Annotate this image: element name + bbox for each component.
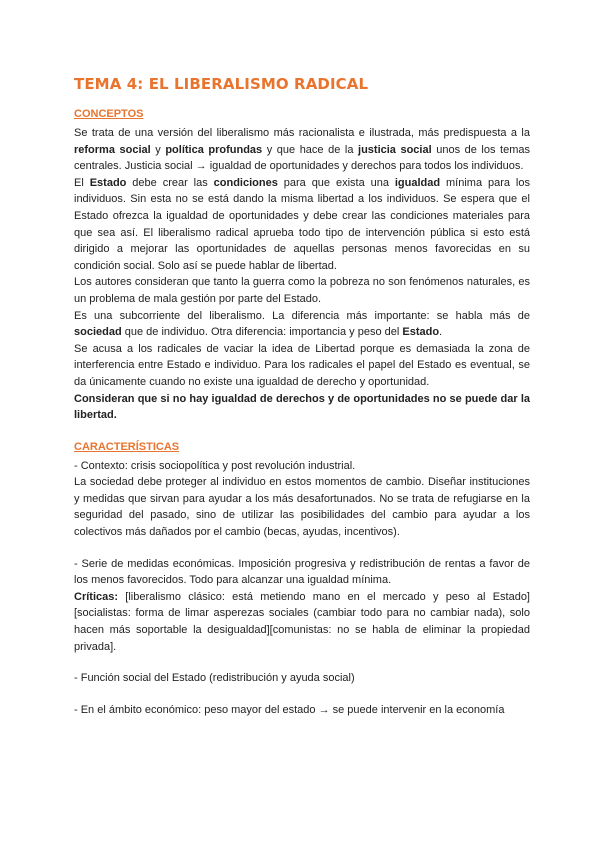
caracteristicas-item-1: - Contexto: crisis sociopolítica y post revolución industrial.: [74, 459, 356, 472]
caracteristicas-item-3: - Función social del Estado (redistribución y ayuda social): [74, 672, 355, 685]
text-run: y: [150, 143, 166, 156]
bold-text: justicia social: [358, 143, 432, 156]
bold-text: sociedad: [74, 326, 122, 339]
text-run: [liberalismo clásico: está metiendo mano en el mercado y peso al Estado] [socialistas: forma de limar asperezas sociales (cambiar todo para no cambiar nada), solo hacen más soportable la desigualdad][comunistas: no se habla de eliminar la propiedad privada].: [74, 590, 530, 653]
text-run: El: [74, 176, 90, 189]
bold-text: igualdad: [394, 176, 441, 189]
text-run: y que hace de la: [262, 143, 359, 156]
bold-text: reforma social: [74, 143, 151, 156]
caracteristicas-item-2: - Serie de medidas económicas. Imposición progresiva y redistribución de rentas a favor de los menos favorecidos. Todo para alcanzar una igualdad mínima.: [74, 557, 530, 587]
section-heading-caracteristicas: CARACTERÍSTICAS: [74, 440, 180, 453]
bold-text: condiciones: [213, 176, 278, 189]
conceptos-paragraph-4: [74, 308, 530, 341]
text-run: que de individuo. Otra diferencia: importancia y peso del: [121, 326, 403, 339]
caracteristicas-criticas: [74, 589, 530, 655]
section-heading-conceptos: CONCEPTOS: [74, 108, 144, 120]
conceptos-paragraph-5: Se acusa a los radicales de vaciar la idea de Libertad porque es demasiada la zona de interferencia entre Estado e individuo. Para los radicales el papel del Estado es eventual, se da únicamente cuando no existe una igualdad de derecho y oportunidad.: [74, 342, 530, 388]
text-run: .: [439, 326, 443, 339]
bold-text: Estado: [402, 326, 440, 339]
text-run: mínima para los individuos. Sin esta no se está dando la misma libertad a los individuos. Se espera que el Estado ofrezca la igualdad de oportunidades y debe crear las condiciones materiales para que sea así. El liberalismo radical aprueba todo tipo de intervención pública si esto está dirigido a mejorar las oportunidades de aquellas personas menos favorecidas en su condición social. Solo así se puede hablar de libertad.: [74, 176, 530, 272]
text-run: Es una subcorriente del liberalismo. La diferencia más importante: se habla más de: [74, 309, 530, 322]
conceptos-paragraph-3: Los autores consideran que tanto la guerra como la pobreza no son fenómenos naturales, es un problema de mala gestión por parte del Estado.: [74, 276, 530, 305]
conceptos-paragraph-1: [74, 125, 530, 175]
text-run: Se trata de una versión del liberalismo más racionalista e ilustrada, más predispuesta a la: [74, 127, 530, 139]
caracteristicas-item-1-text: La sociedad debe proteger al individuo en estos momentos de cambio. Diseñar instituciones y medidas que sirvan para ayudar a los más desafortunados. No se trata de refugiarse en la seguridad del pasado, sino de utilizar las posibilidades del cambio para ayudar a los colectivos más dañados por el cambio (becas, ayudas, incentivos).: [74, 476, 530, 539]
conceptos-paragraph-6: Consideran que si no hay igualdad de derechos y de oportunidades no se puede dar la libertad.: [74, 392, 530, 422]
bold-text: política profundas: [165, 143, 263, 156]
page-title: TEMA 4: EL LIBERALISMO RADICAL: [74, 75, 369, 93]
text-run: unos de los temas centrales. Justicia social → igualdad de oportunidades y derechos para todos los individuos.: [74, 143, 530, 173]
text-run: para que exista una: [277, 176, 395, 189]
bold-text: Estado: [89, 176, 127, 189]
bold-text: Críticas:: [74, 590, 119, 603]
conceptos-paragraph-2: [74, 175, 530, 275]
document-page: [74, 74, 530, 718]
text-run: debe crear las: [126, 176, 214, 189]
caracteristicas-item-4: - En el ámbito económico: peso mayor del estado → se puede intervenir en la economía: [74, 703, 505, 716]
